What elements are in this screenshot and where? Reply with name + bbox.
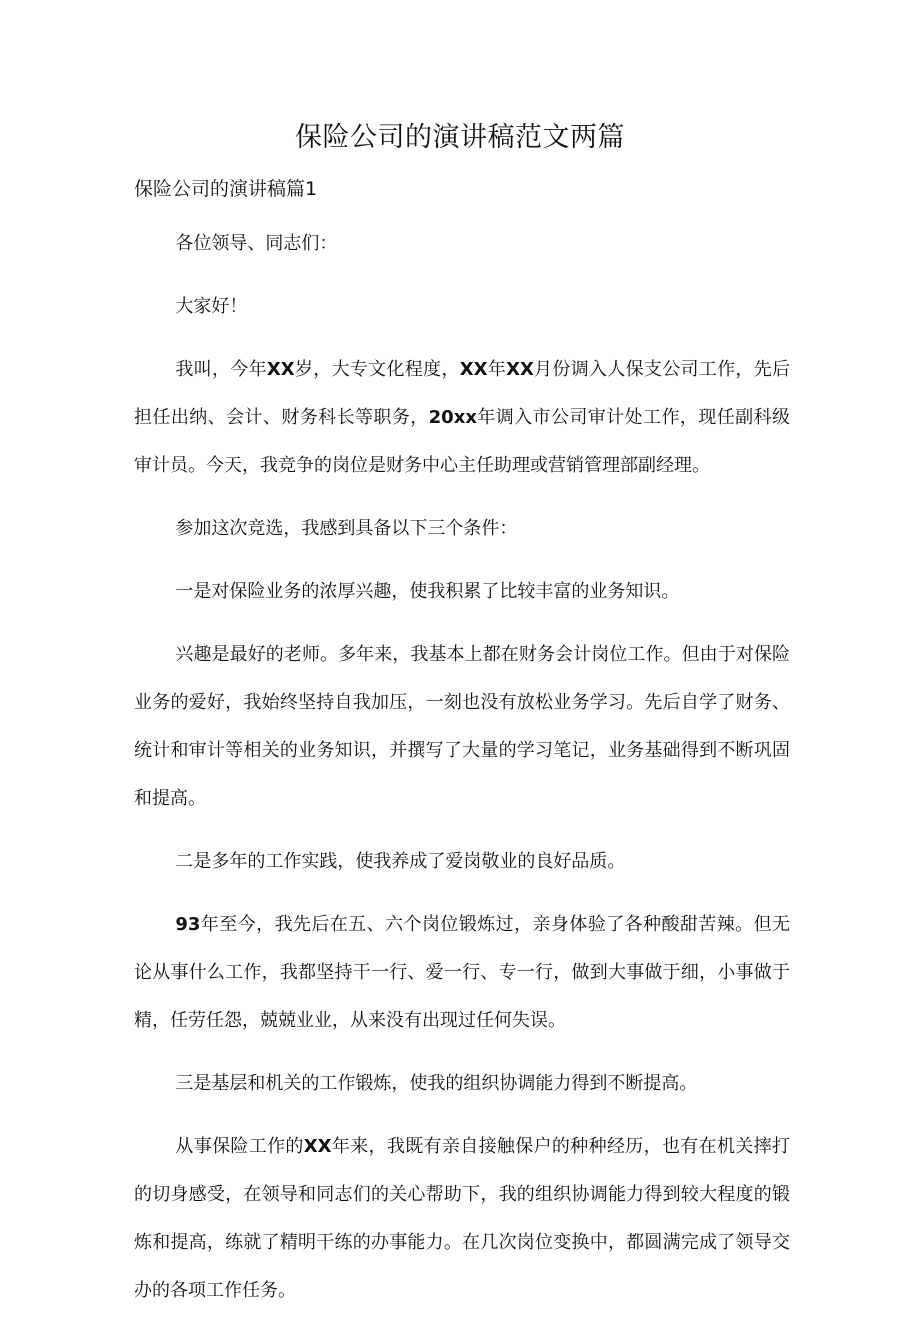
paragraph-condition-three: 三是基层和机关的工作锻炼，使我的组织协调能力得到不断提高。 [175, 1073, 698, 1094]
paragraph-greeting: 各位领导、同志们： [175, 233, 338, 254]
paragraph-condition-three-detail: 从事保险工作的XX年来，我既有亲自接触保户的种种经历，也有在机关摔打的切身感受，在领导和同志们的关心帮助下，我的组织协调能力得到较大程度的锻炼和提高，练就了精明干练的办事能力。在几次岗位变换中，都圆满完成了领导交办的各项工作任务。 [134, 1136, 791, 1301]
document-title: 保险公司的演讲稿范文两篇 [295, 122, 625, 153]
paragraph-condition-one: 一是对保险业务的浓厚兴趣，使我积累了比较丰富的业务知识。 [175, 581, 680, 602]
paragraph-condition-two: 二是多年的工作实践，使我养成了爱岗敬业的良好品质。 [175, 851, 626, 872]
section-heading: 保险公司的演讲稿篇1 [134, 178, 318, 200]
paragraph-conditions-intro: 参加这次竞选，我感到具备以下三个条件： [175, 518, 518, 539]
paragraph-condition-one-detail: 兴趣是最好的老师。多年来，我基本上都在财务会计岗位工作。但由于对保险业务的爱好，我始终坚持自我加压，一刻也没有放松业务学习。先后自学了财务、统计和审计等相关的业务知识，并撰写了大量的学习笔记，业务基础得到不断巩固和提高。 [134, 644, 790, 809]
paragraph-hello: 大家好！ [175, 296, 248, 317]
paragraph-introduction: 我叫，今年XX岁，大专文化程度，XX年XX月份调入人保支公司工作，先后担任出纳、会计、财务科长等职务，20xx年调入市公司审计处工作，现任副科级审计员。今天，我竞争的岗位是财务中心主任助理或营销管理部副经理。 [134, 359, 791, 476]
document-body [134, 220, 790, 1330]
paragraph-condition-two-detail: 93年至今，我先后在五、六个岗位锻炼过，亲身体验了各种酸甜苦辣。但无论从事什么工作，我都坚持干一行、爱一行、专一行，做到大事做于细，小事做于精，任劳任怨，兢兢业业，从来没有出现过任何失误。 [134, 914, 790, 1031]
